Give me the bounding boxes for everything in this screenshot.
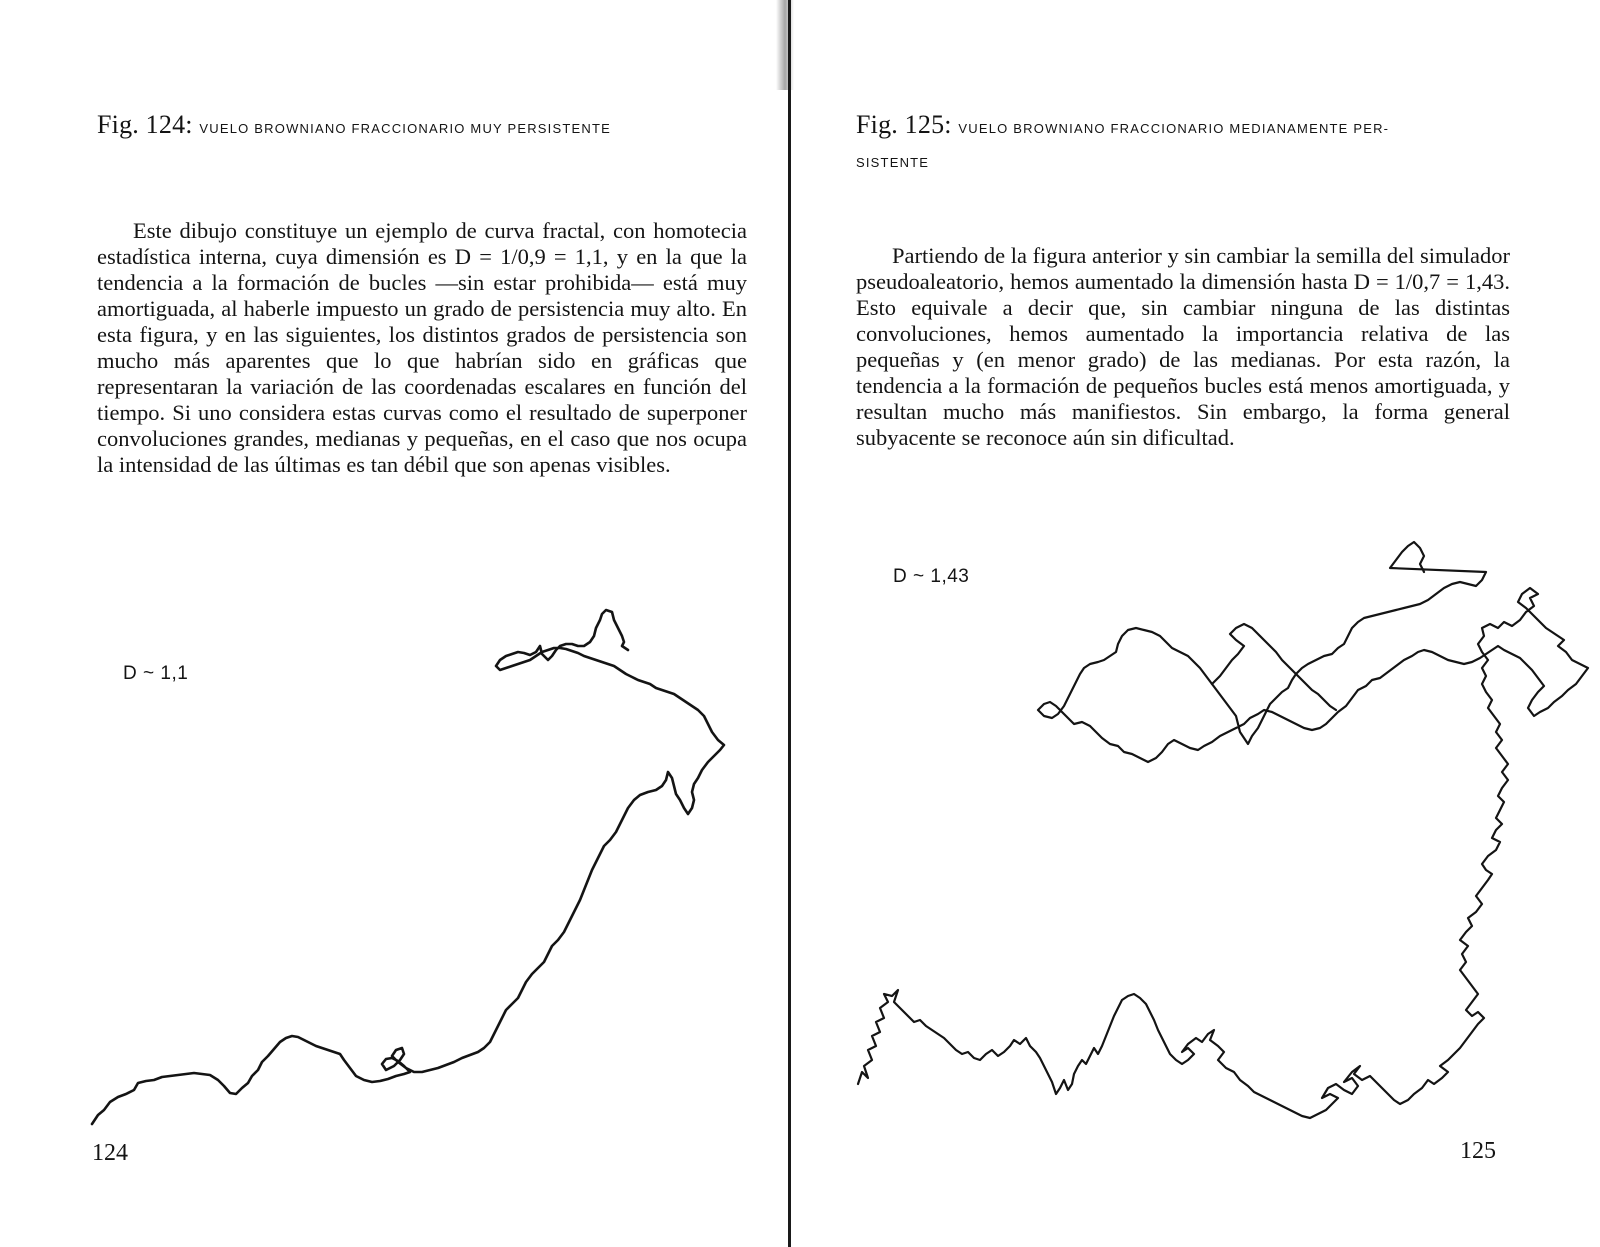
brownian-curve-medium	[858, 542, 1588, 1118]
figure-125-title-line1: VUELO BROWNIANO FRACCIONARIO MEDIANAMENTE PER-	[958, 121, 1390, 136]
figure-124-dimension-label: D ~ 1,1	[123, 663, 189, 684]
figure-125-dimension-label: D ~ 1,43	[893, 566, 970, 587]
figure-125-fractal-curve	[792, 0, 1600, 1247]
figure-125-paragraph: Partiendo de la figura anterior y sin cambiar la semilla del simulador pseudoaleatorio, hemos aumentado la dimensión hasta D = 1/0,7 = 1,43. Esto equivale a decir que, sin cambiar ninguna de las distintas convoluciones, hemos aumentado la importancia relativa de las pequeñas y (en menor grado) de las medianas. Por esta razón, la tendencia a la formación de pequeños bucles está menos amortiguada, y resultan mucho más manifiestos. Sin embargo, la forma general subyacente se reconoce aún sin dificultad.	[856, 243, 1510, 450]
brownian-curve-medium-tail	[1212, 624, 1336, 710]
figure-124-title: VUELO BROWNIANO FRACCIONARIO MUY PERSISTENTE	[199, 121, 611, 136]
book-gutter	[788, 0, 791, 1247]
figure-125-number: Fig. 125:	[856, 110, 952, 139]
figure-124-paragraph: Este dibujo constituye un ejemplo de curva fractal, con homotecia estadística interna, cuya dimensión es D = 1/0,9 = 1,1, y en la que la tendencia a la formación de bucles —sin estar prohibida— está muy amortiguada, al haberle impuesto un grado de persistencia muy alto. En esta figura, y en las siguientes, los distintos grados de persistencia son mucho más aparentes que lo que habrían sido en gráficas que representaran la variación de las coordenadas escalares en función del tiempo. Si uno considera estas curvas como el resultado de superponer convoluciones grandes, medianas y pequeñas, en el caso que nos ocupa la intensidad de las últimas es tan débil que son apenas visibles.	[97, 218, 747, 477]
left-page	[0, 0, 790, 1247]
right-page	[792, 0, 1600, 1247]
page-number-left: 124	[92, 1140, 128, 1166]
figure-124-fractal-curve	[0, 0, 790, 1247]
figure-125-title-line2: SISTENTE	[856, 155, 930, 170]
figure-124-number: Fig. 124:	[97, 110, 193, 139]
page-number-right: 125	[1460, 1138, 1496, 1164]
brownian-curve-persistent	[92, 610, 724, 1124]
